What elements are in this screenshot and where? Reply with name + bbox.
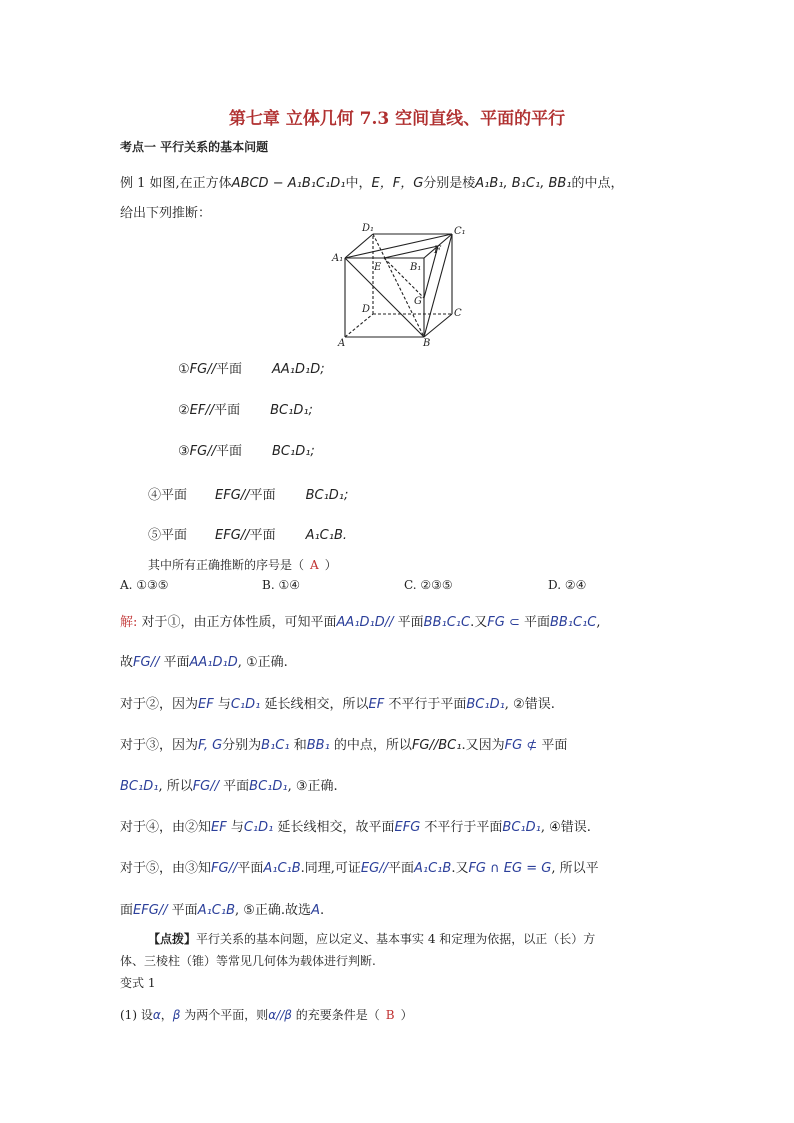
question-text: 其中所有正确推断的序号是（ — [148, 558, 305, 572]
solution-label: 解: — [120, 615, 138, 630]
label-a: A — [338, 338, 346, 348]
statement-number: ④ — [148, 488, 162, 503]
variant-math: α — [152, 1008, 161, 1022]
solution-text: , ②错误. — [504, 697, 555, 712]
solution-text: 的中点，所以 — [329, 738, 412, 753]
statement-pre: 平面 — [161, 528, 188, 543]
statement-plane: 平面 — [249, 488, 276, 503]
solution-math: FG// — [211, 861, 238, 876]
solution-text: 平面 — [237, 861, 264, 876]
solution-text: .又 — [451, 861, 469, 876]
solution-text: . — [319, 903, 325, 918]
label-d1: D₁ — [362, 223, 375, 234]
label-a1: A₁ — [332, 253, 344, 264]
option-a: A. ①③⑤ — [120, 578, 169, 592]
solution-text: , 所以平 — [551, 861, 599, 876]
statement-left: EF// — [189, 403, 215, 418]
solution-text: 对于③，因为 — [120, 738, 199, 753]
solution-text: , — [596, 615, 601, 630]
solution-text: , 所以 — [158, 779, 193, 794]
variant-question — [120, 1006, 413, 1023]
label-b: B — [423, 338, 431, 348]
solution-text: 与 — [213, 697, 231, 712]
example-line-2: 给出下列推断： — [120, 206, 212, 221]
solution-text: , ①正确. — [237, 655, 288, 670]
statement-number: ③ — [178, 444, 190, 459]
solution-math: A₁C₁B — [263, 861, 301, 876]
statement-left: FG// — [189, 362, 216, 377]
label-e: E — [374, 262, 382, 273]
variant-text: (1) 设 — [120, 1008, 153, 1022]
tip-line-2: 体、三棱柱（锥）等常见几何体为载体进行判断. — [120, 954, 376, 968]
solution-line-5 — [120, 775, 338, 794]
cube-name: ABCD − A₁B₁C₁D₁ — [231, 176, 346, 191]
solution-math: FG ⊄ — [504, 738, 538, 753]
option-b: B. ①④ — [262, 578, 300, 592]
variant-answer: B — [385, 1008, 395, 1022]
variant-math: α//β — [268, 1008, 292, 1022]
solution-math: BB₁C₁C — [549, 615, 597, 630]
solution-text: , ③正确. — [287, 779, 338, 794]
statement-number: ① — [178, 362, 190, 377]
solution-math: B₁C₁ — [261, 738, 290, 753]
statement-4 — [148, 484, 348, 503]
solution-text: , ⑤正确.故选 — [235, 903, 312, 918]
statement-plane: 平面 — [215, 444, 242, 459]
solution-text: 平面 — [393, 615, 424, 630]
page-title: 第七章 立体几何 7.3 空间直线、平面的平行 — [228, 109, 566, 129]
statement-right: AA₁D₁D; — [271, 362, 325, 377]
solution-text: 延长线相交，故平面 — [273, 820, 395, 835]
solution-text: .同理,可证 — [300, 861, 361, 876]
solution-math: C₁D₁ — [230, 697, 261, 712]
label-f: F — [434, 245, 441, 256]
solution-math: EF — [211, 820, 227, 835]
solution-math: AA₁D₁D// — [336, 615, 394, 630]
solution-math: FG ∩ EG = G — [468, 861, 552, 876]
solution-text: 平面 — [537, 738, 568, 753]
solution-text: 对于⑤，由③知 — [120, 861, 212, 876]
solution-text: 不平行于平面 — [384, 697, 467, 712]
solution-math: EF — [368, 697, 385, 712]
question-answer: A — [310, 558, 319, 572]
statement-1 — [178, 358, 325, 377]
solution-line-6 — [120, 816, 591, 835]
solution-text: 平面 — [387, 861, 414, 876]
solution-text: , ④错误. — [540, 820, 591, 835]
example-text: 分别是棱 — [423, 176, 476, 191]
solution-math: EF — [198, 697, 214, 712]
solution-line-1 — [120, 611, 601, 630]
tip-line-1 — [148, 930, 595, 947]
option-d: D. ②④ — [548, 578, 587, 592]
solution-text: 对于④，由②知 — [120, 820, 212, 835]
label-g: G — [414, 296, 422, 307]
solution-text: .又 — [470, 615, 488, 630]
solution-math: AA₁D₁D — [189, 655, 238, 670]
statement-number: ⑤ — [148, 528, 162, 543]
variant-text: ） — [400, 1008, 413, 1022]
solution-text: 延长线相交，所以 — [260, 697, 369, 712]
solution-math: EG// — [360, 861, 388, 876]
solution-line-2 — [120, 651, 288, 670]
solution-text: 平面 — [519, 615, 550, 630]
statement-left: EFG// — [215, 528, 250, 543]
solution-text: 分别为 — [222, 738, 262, 753]
points-efg: E，F，G — [371, 176, 424, 191]
solution-math: EFG// — [133, 903, 168, 918]
solution-math: FG ⊂ — [487, 615, 520, 630]
solution-text: 面 — [120, 903, 134, 918]
example-text: 中， — [345, 176, 372, 191]
solution-math: BC₁D₁ — [502, 820, 541, 835]
statement-right: A₁C₁B. — [305, 528, 348, 543]
statement-5 — [148, 524, 347, 543]
section-heading: 考点一 平行关系的基本问题 — [120, 140, 269, 154]
solution-text: 平面 — [167, 903, 198, 918]
solution-text: 平面 — [159, 655, 190, 670]
statement-plane: 平面 — [249, 528, 276, 543]
variant-text: 为两个平面，则 — [180, 1008, 269, 1022]
statement-pre: 平面 — [161, 488, 188, 503]
solution-line-4 — [120, 734, 567, 753]
solution-math: BC₁D₁ — [249, 779, 288, 794]
variant-title: 变式 1 — [120, 976, 156, 990]
solution-text: .又因为 — [461, 738, 505, 753]
edges: A₁B₁, B₁C₁, BB₁ — [475, 176, 572, 191]
solution-line-7 — [120, 857, 599, 876]
statement-plane: 平面 — [214, 403, 241, 418]
solution-math: BB₁ — [306, 738, 330, 753]
example-intro: 例 1 如图,在正方体 — [120, 176, 232, 191]
cube-figure — [330, 218, 470, 348]
solution-math: A₁C₁B — [197, 903, 235, 918]
solution-math: BC₁D₁ — [120, 779, 159, 794]
solution-text: 故 — [120, 655, 134, 670]
solution-math: BC₁D₁ — [466, 697, 505, 712]
solution-text: 平面 — [219, 779, 250, 794]
statement-right: BC₁D₁; — [270, 403, 313, 418]
statement-right: BC₁D₁; — [271, 444, 315, 459]
statement-plane: 平面 — [215, 362, 242, 377]
solution-math: FG// — [133, 655, 160, 670]
solution-text: 不平行于平面 — [420, 820, 503, 835]
tip-text: 平行关系的基本问题，应以定义、基本事实 4 和定理为依据，以正（长）方 — [196, 932, 596, 946]
example-text: 的中点， — [571, 176, 624, 191]
solution-text: 和 — [289, 738, 307, 753]
solution-math: A — [311, 903, 320, 918]
variant-text: ， — [160, 1008, 173, 1022]
statement-2 — [178, 399, 313, 418]
solution-line-3 — [120, 693, 555, 712]
variant-math: β — [172, 1008, 181, 1022]
statement-right: BC₁D₁; — [305, 488, 349, 503]
solution-math: FG//BC₁ — [411, 738, 462, 753]
statement-left: FG// — [189, 444, 216, 459]
solution-math: BB₁C₁C — [423, 615, 471, 630]
solution-text: 与 — [226, 820, 244, 835]
variant-text: 的充要条件是（ — [291, 1008, 380, 1022]
statement-3 — [178, 440, 315, 459]
example-line-1 — [120, 172, 624, 191]
solution-math: EFG — [394, 820, 421, 835]
option-c: C. ②③⑤ — [404, 578, 453, 592]
statement-number: ② — [178, 403, 190, 418]
solution-text: 对于①，由正方体性质，可知平面 — [137, 615, 337, 630]
solution-text: 对于②，因为 — [120, 697, 199, 712]
label-d: D — [362, 304, 371, 315]
solution-math: FG// — [192, 779, 220, 794]
question-close: ） — [324, 558, 337, 572]
statement-left: EFG// — [215, 488, 250, 503]
solution-line-8 — [120, 899, 324, 918]
tip-heading: 【点拨】 — [148, 932, 197, 946]
label-c: C — [454, 308, 462, 319]
solution-math: A₁C₁B — [414, 861, 452, 876]
label-c1: C₁ — [454, 226, 466, 237]
question-line — [148, 556, 337, 573]
label-b1: B₁ — [410, 262, 422, 273]
solution-math: F, G — [198, 738, 223, 753]
solution-math: C₁D₁ — [243, 820, 274, 835]
